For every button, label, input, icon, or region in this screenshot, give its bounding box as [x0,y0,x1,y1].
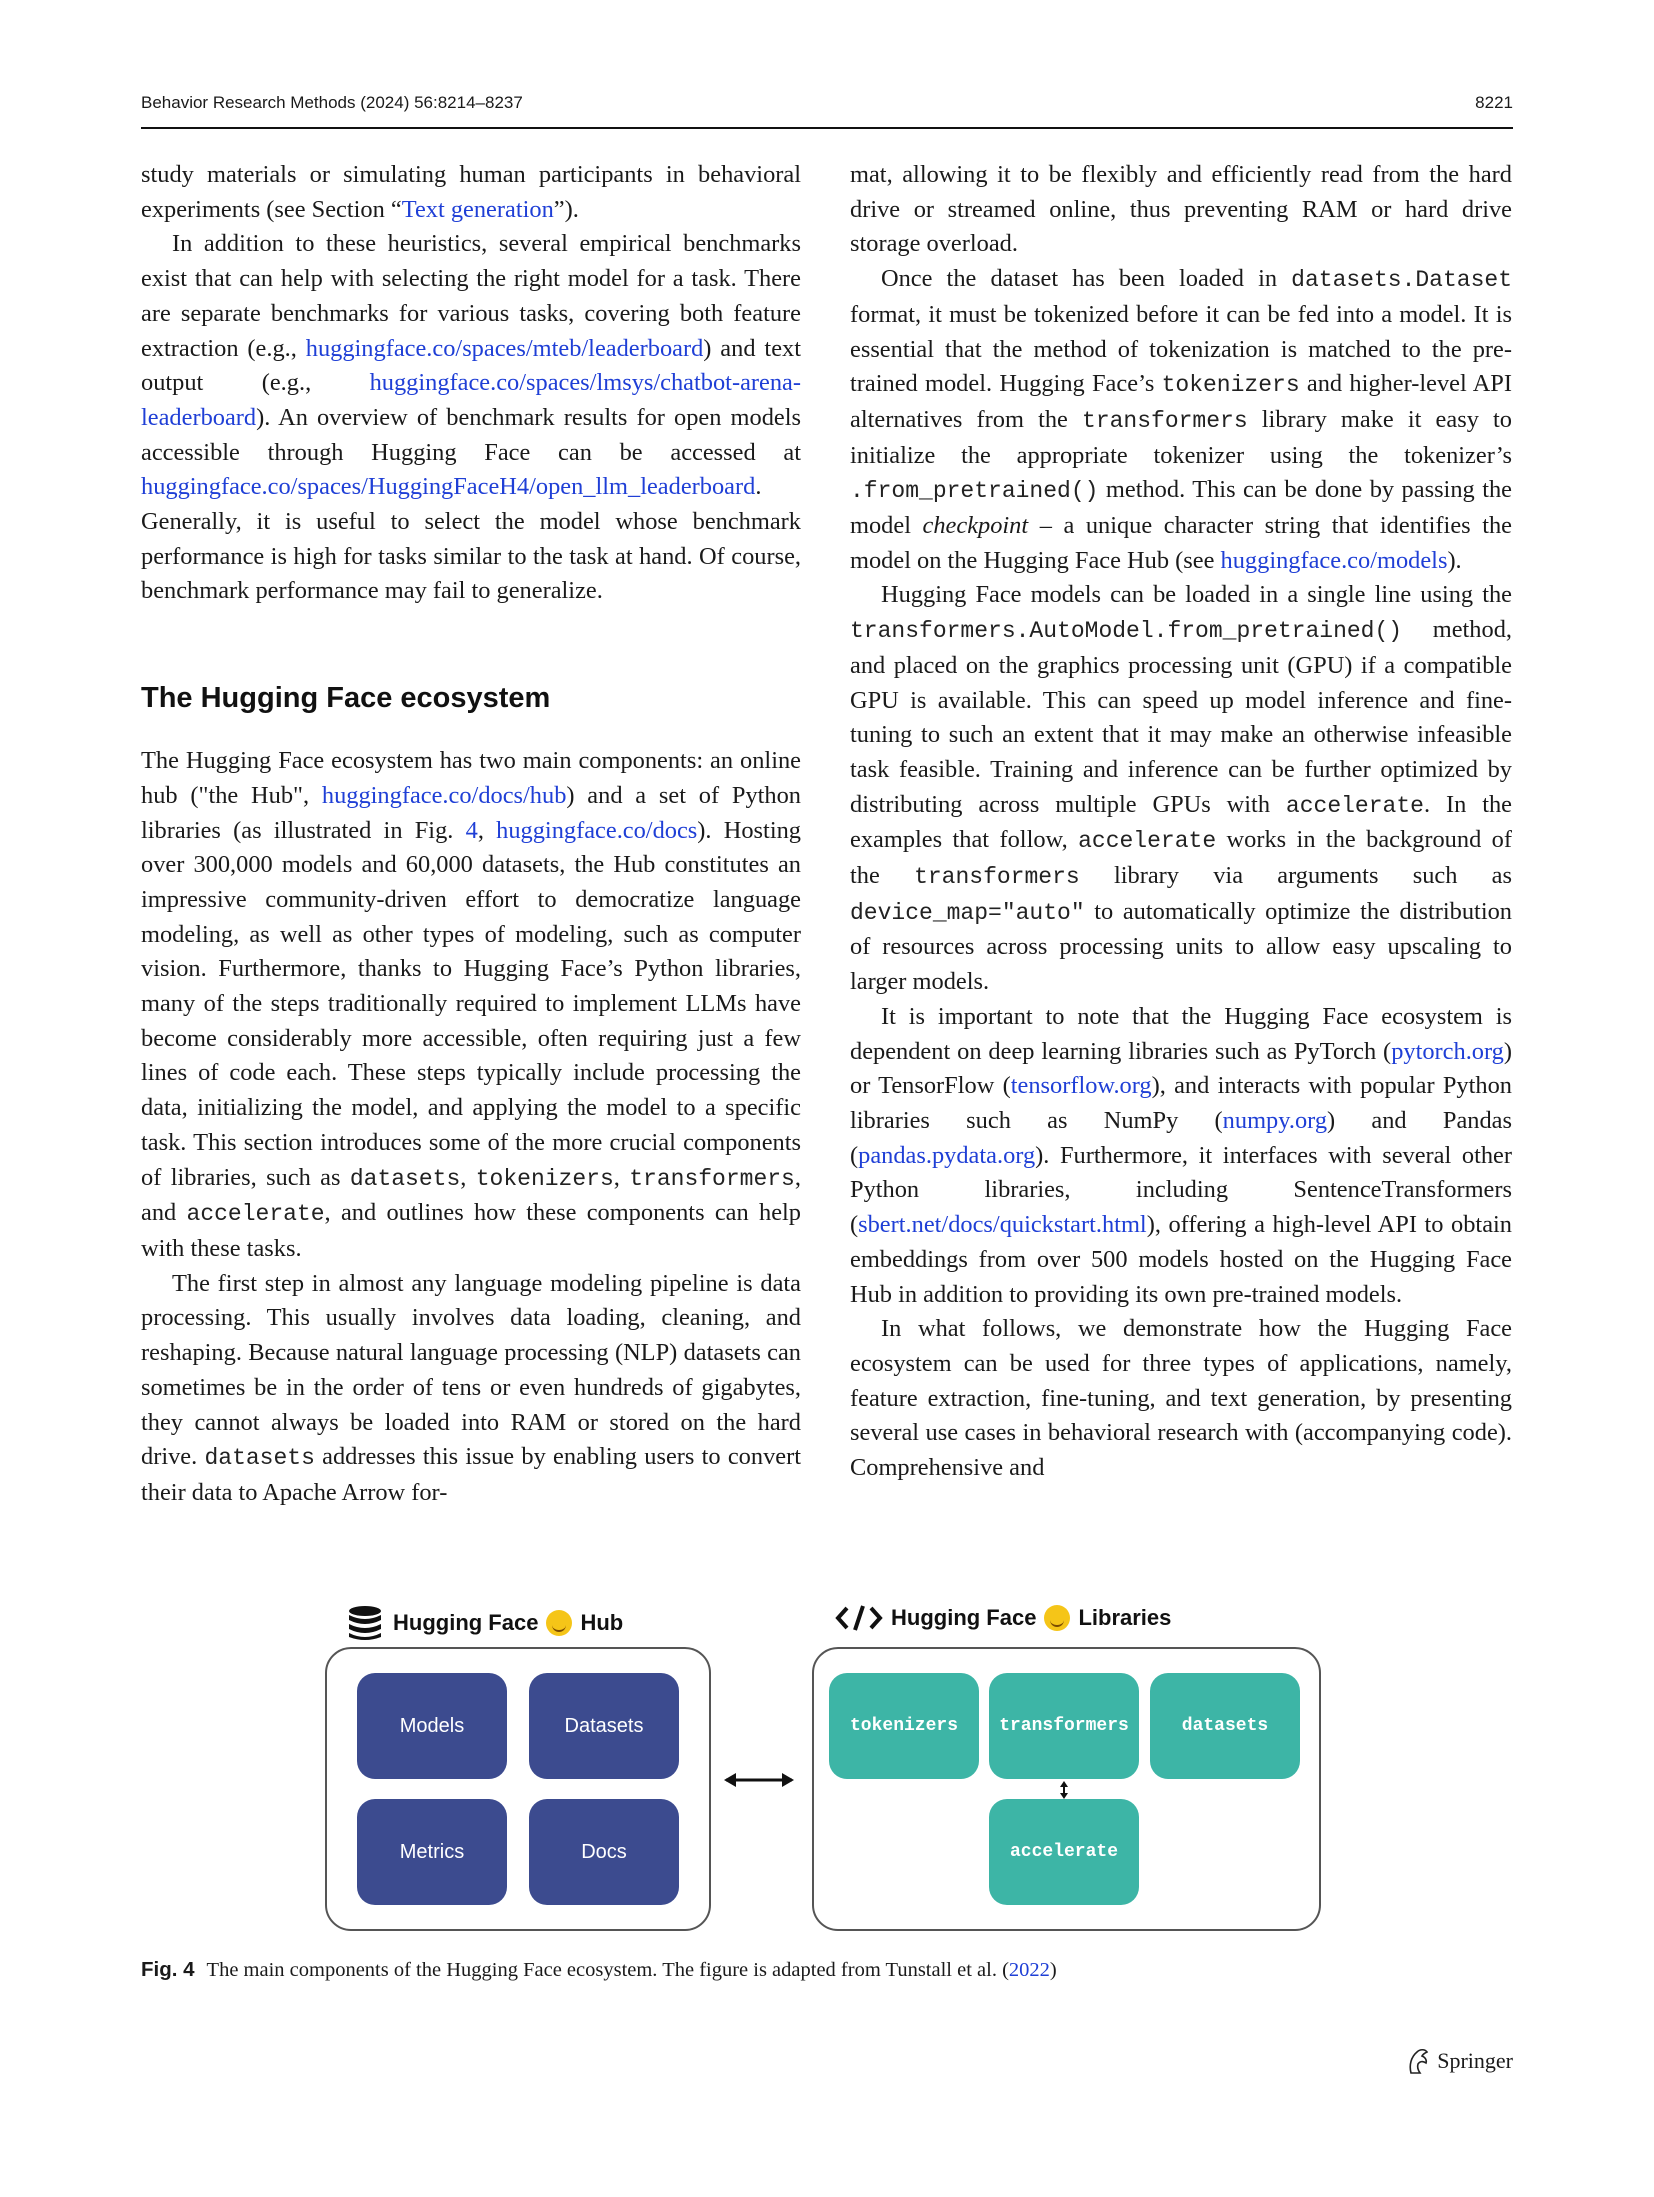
hugging-face-emoji-icon [546,1610,572,1636]
code-term: accelerate [1285,792,1424,819]
code-term: transformers [1082,407,1248,434]
url-link[interactable]: huggingface.co/models [1220,546,1448,574]
url-link[interactable]: pytorch.org [1391,1037,1504,1065]
database-icon [345,1603,385,1643]
citation-link[interactable]: 2022 [1008,1959,1050,1981]
section-link[interactable]: Text generation [401,195,554,223]
code-term: transformers [629,1165,795,1192]
hub-box-models: Models [357,1673,507,1779]
paragraph: The first step in almost any language modeling pipeline is data processing. This usually involves data loading, cleaning, and reshaping. Because natural language processing (NLP) datasets can sometimes be in the order of tens or even hundreds of gigabytes, they cannot always be loaded into RAM or stored on the hard drive. datasets addresses this issue by enabling users to convert their data to Apache Arrow for- [141,1269,801,1506]
libraries-panel [812,1647,1321,1931]
running-header [141,93,1513,129]
lib-box-transformers: transformers [989,1673,1139,1779]
url-link[interactable]: huggingface.co/spaces/mteb/leaderboard [305,334,704,362]
lib-box-tokenizers: tokenizers [829,1673,979,1779]
url-link[interactable]: huggingface.co/docs [496,816,698,844]
hub-panel [325,1647,711,1931]
hub-box-datasets: Datasets [529,1673,679,1779]
code-term: datasets [349,1165,461,1192]
emphasis-term: checkpoint [922,512,1029,540]
code-term: device_map="auto" [850,899,1085,926]
hugging-face-emoji-icon [1044,1605,1070,1631]
code-term: tokenizers [1161,372,1300,399]
hub-box-metrics: Metrics [357,1799,507,1905]
paragraph: mat, allowing it to be flexibly and efficiently read from the hard drive or streamed online, thus preventing RAM or hard drive storage overload. [850,161,1512,258]
lib-box-accelerate: accelerate [989,1799,1139,1905]
code-term: datasets.Dataset [1291,267,1512,294]
page-number: 8221 [1475,93,1513,112]
code-term: tokenizers [475,1165,614,1192]
url-link[interactable]: huggingface.co/docs/hub [321,781,567,809]
lib-box-datasets: datasets [1150,1673,1300,1779]
code-term: datasets [204,1445,315,1472]
code-term: accelerate [1078,828,1217,855]
figure-4 [300,1595,1340,1935]
url-link[interactable]: numpy.org [1222,1106,1328,1134]
double-arrow-icon [722,1770,796,1790]
hub-box-docs: Docs [529,1799,679,1905]
url-link[interactable]: sbert.net/docs/quickstart.html [858,1211,1147,1239]
url-link[interactable]: huggingface.co/spaces/HuggingFaceH4/open_llm_leaderboard [141,473,756,501]
paragraph: Once the dataset has been loaded in datasets.Dataset format, it must be tokenized before it can be fed into a model. It is essential that the method of tokenization is matched to the pre-trained model. Hugging Face’s tokenizers and higher-level API alternatives from the transformers library make it easy to initialize the appropriate tokenizer using the tokenizer’s .from_pretrained() method. This can be done by passing the model checkpoint – a unique character string that identifies the model on the Hugging Face Hub (see huggingface.co/models). [850,265,1512,574]
paragraph: In what follows, we demonstrate how the Hugging Face ecosystem can be used for three types of applications, namely, feature extraction, fine-tuning, and text generation, by presenting several use cases in behavioral research with (accompanying code). Comprehensive and [850,1315,1512,1482]
springer-horse-icon [1405,2047,1431,2075]
figure-label: Fig. 4 [141,1958,195,1981]
url-link[interactable]: tensorflow.org [1010,1072,1152,1100]
paragraph: It is important to note that the Hugging Face ecosystem is dependent on deep learning libraries such as PyTorch (pytorch.org) or TensorFlow (tensorflow.org), and interacts with popular Python libraries such as NumPy (numpy.org) and Pandas (pandas.pydata.org). Furthermore, it interfaces with several other Python libraries, including SentenceTransformers (sbert.net/docs/quickstart.html), offering a high-level API to obtain embeddings from over 500 models hosted on the Hugging Face Hub in addition to providing its own pre-trained models. [850,1002,1512,1308]
right-column [850,158,1512,1486]
journal-citation: Behavior Research Methods (2024) 56:8214–8237 [141,93,523,112]
left-column [141,158,801,1511]
paragraph: In addition to these heuristics, several empirical benchmarks exist that can help with selecting the right model for a task. There are separate benchmarks for various tasks, covering both feature extraction (e.g., huggingface.co/spaces/mteb/leaderboard) and text output (e.g., huggingface.co/spaces/lmsys/chatbot-arena-leaderboard). An overview of benchmark results for open models accessible through Hugging Face can be accessed at huggingface.co/spaces/HuggingFaceH4/open_llm_leaderboard. Generally, it is useful to select the model whose benchmark performance is high for tasks similar to the task at hand. Of course, benchmark performance may fail to generalize. [141,230,801,605]
hub-title: Hugging Face Hub [345,1603,623,1643]
code-term: .from_pretrained() [850,478,1099,505]
section-heading: The Hugging Face ecosystem [141,682,551,715]
code-term: transformers [914,864,1080,891]
paragraph: study materials or simulating human participants in behavioral experiments (see Section “Text generation”). [141,161,801,223]
code-term: transformers.AutoModel.from_pretrained() [850,618,1403,645]
figure-link[interactable]: 4 [465,816,478,844]
url-link[interactable]: huggingface.co/spaces/lmsys/chatbot-arena-leaderboard [141,369,801,431]
paragraph: Hugging Face models can be loaded in a single line using the transformers.AutoModel.from_pretrained() method, and placed on the graphics processing unit (GPU) if a compatible GPU is available. This can speed up model inference and fine-tuning to such an extent that it may make an otherwise infeasible task feasible. Training and inference can be further optimized by distributing across multiple GPUs with accelerate. In the examples that follow, accelerate works in the background of the transformers library via arguments such as device_map="auto" to automatically optimize the distribution of resources across processing units to allow easy upscaling to larger models. [850,581,1512,996]
libraries-title: Hugging Face Libraries [835,1603,1171,1633]
code-term: accelerate [186,1201,325,1228]
publisher-footer [1405,2047,1513,2075]
url-link[interactable]: pandas.pydata.org [858,1141,1036,1169]
figure-caption: Fig. 4 The main components of the Hugging Face ecosystem. The figure is adapted from Tunstall et al. (2022) [141,1958,1057,1981]
paragraph: The Hugging Face ecosystem has two main components: an online hub ("the Hub", huggingface.co/docs/hub) and a set of Python libraries (as illustrated in Fig. 4, huggingface.co/docs). Hosting over 300,000 models and 60,000 datasets, the Hub constitutes an impressive community-driven effort to democratize language modeling, as well as other types of modeling, such as computer vision. Furthermore, thanks to Hugging Face’s Python libraries, many of the steps traditionally required to implement LLMs have become considerably more accessible, often requiring just a few lines of code each. These steps typically include processing the data, initializing the model, and applying the model to a specific task. This section introduces some of the more crucial components of libraries, such as datasets, tokenizers, transformers, and accelerate, and outlines how these components can help with these tasks. [141,747,801,1262]
code-icon [835,1603,883,1633]
vertical-double-arrow-icon [1057,1780,1071,1800]
publisher-name: Springer [1437,2048,1513,2073]
